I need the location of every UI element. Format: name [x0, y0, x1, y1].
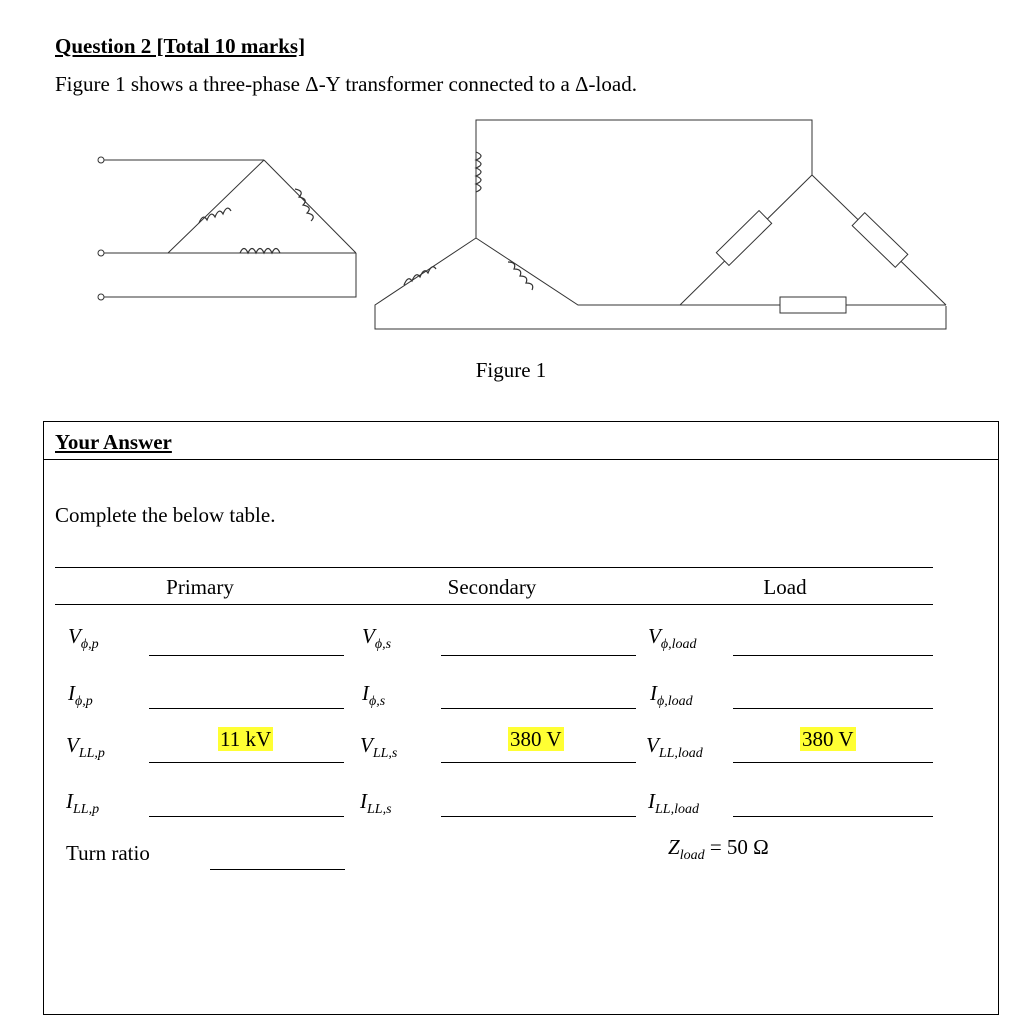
table-top-rule — [55, 567, 933, 568]
column-header-secondary: Secondary — [447, 575, 537, 599]
instruction-text: Complete the below table. — [55, 503, 276, 527]
primary-v-phase-label: $V_{\phi,p}$ — [68, 624, 99, 652]
load-v-ll-label: $V_{LL,load}$ — [646, 733, 703, 761]
primary-terminal-a — [98, 157, 104, 163]
figure-caption: Figure 1 — [475, 358, 547, 382]
load-i-phase-label: $I_{\phi,load}$ — [650, 681, 693, 709]
primary-v-ll-field[interactable] — [149, 762, 344, 763]
load-v-ll-field[interactable] — [733, 762, 933, 763]
question-title: Question 2 [Total 10 marks] — [55, 34, 306, 58]
answer-heading: Your Answer — [55, 430, 172, 454]
question-description: Figure 1 shows a three-phase Δ-Y transformer connected to a Δ-load. — [55, 72, 637, 96]
load-v-phase-field[interactable] — [733, 655, 933, 656]
secondary-coil-vertical — [476, 152, 481, 192]
secondary-i-phase-label: $I_{\phi,s}$ — [362, 681, 386, 709]
turn-ratio-label: Turn ratio — [66, 841, 150, 865]
z-load-equation: $Z_{load} = 50$ Ω — [668, 835, 769, 863]
primary-i-phase-label: $I_{\phi,p}$ — [68, 681, 93, 709]
primary-v-ll-label: $V_{LL,p}$ — [66, 733, 105, 761]
turn-ratio-field[interactable] — [210, 869, 345, 870]
secondary-v-ll-value: 380 V — [510, 727, 562, 751]
secondary-v-ll-field[interactable] — [441, 762, 636, 763]
load-i-ll-field[interactable] — [733, 816, 933, 817]
load-resistor-left — [716, 211, 771, 266]
secondary-v-phase-label: $V_{\phi,s}$ — [362, 624, 392, 652]
column-header-load: Load — [763, 575, 807, 599]
load-resistor-right — [852, 213, 908, 268]
primary-i-ll-field[interactable] — [149, 816, 344, 817]
secondary-v-ll-label: $V_{LL,s}$ — [360, 733, 398, 761]
primary-i-ll-label: $I_{LL,p}$ — [66, 789, 100, 817]
primary-i-phase-field[interactable] — [149, 708, 344, 709]
primary-v-ll-value: 11 kV — [220, 727, 272, 751]
secondary-coil-right — [508, 262, 533, 290]
column-header-primary: Primary — [166, 575, 234, 599]
primary-delta-left — [168, 160, 264, 253]
primary-terminal-c — [98, 294, 104, 300]
primary-coil-bottom — [240, 249, 280, 254]
load-i-ll-label: $I_{LL,load}$ — [648, 789, 699, 817]
table-header-rule — [55, 604, 933, 605]
load-i-phase-field[interactable] — [733, 708, 933, 709]
answer-header-divider — [43, 459, 999, 460]
primary-v-phase-field[interactable] — [149, 655, 344, 656]
secondary-i-ll-label: $I_{LL,s}$ — [360, 789, 392, 817]
secondary-v-phase-field[interactable] — [441, 655, 636, 656]
primary-delta-right — [264, 160, 356, 253]
secondary-i-phase-field[interactable] — [441, 708, 636, 709]
load-resistor-bottom — [780, 297, 846, 313]
primary-terminal-b — [98, 250, 104, 256]
transformer-circuit-diagram — [0, 105, 1022, 350]
load-v-phase-label: $V_{\phi,load}$ — [648, 624, 697, 652]
primary-coil-left — [199, 208, 231, 223]
secondary-wye-left — [375, 238, 946, 329]
load-v-ll-value: 380 V — [802, 727, 854, 751]
primary-wire-c — [104, 253, 356, 297]
secondary-i-ll-field[interactable] — [441, 816, 636, 817]
